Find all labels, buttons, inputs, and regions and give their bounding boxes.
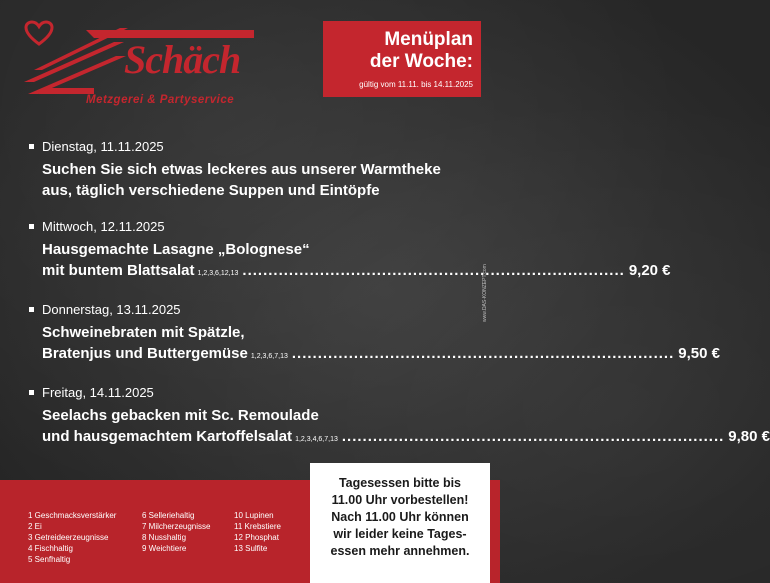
allergen-column-2: 6 Selleriehaltig 7 Milcherzeugnisse 8 Nusshaltig 9 Weichtiere	[142, 511, 211, 553]
brand-tagline: Metzgerei & Partyservice	[86, 94, 235, 106]
dish-price: 9,20 €	[628, 262, 671, 279]
menu-item-thursday	[28, 302, 720, 367]
dish-line-1: Suchen Sie sich etwas leckeres aus unserer Warmtheke	[42, 161, 441, 178]
dish-line-2: mit buntem Blattsalat 1,2,3,6,12,13 .......................................................................... 9,20 €	[42, 260, 478, 284]
dish-line-1: Schweinebraten mit Spätzle,	[42, 324, 245, 341]
allergen-codes: 1,2,3,4,6,7,13	[295, 436, 338, 443]
dish-line-2: aus, täglich verschiedene Suppen und Eintöpfe	[42, 182, 380, 199]
menu-item-friday	[28, 385, 770, 450]
brand-name: Schäch	[124, 37, 241, 82]
leader-dots: ..........................................................................	[291, 345, 675, 362]
menu-day: Mittwoch, 12.11.2025	[42, 219, 478, 234]
allergen-codes: 1,2,3,6,7,13	[250, 353, 288, 360]
menu-plan-header	[323, 21, 481, 97]
menu-item-wednesday	[28, 219, 671, 284]
menu-item-tuesday	[28, 139, 478, 201]
dish-line-2: Bratenjus und Buttergemüse 1,2,3,6,7,13 .......................................................................... 9,50 €	[42, 343, 478, 367]
dish-price: 9,80 €	[728, 428, 770, 445]
bullet-icon	[29, 390, 34, 395]
dish-line-2: und hausgemachtem Kartoffelsalat 1,2,3,4,6,7,13 .......................................................................... 9,80 €	[42, 426, 478, 450]
dish-line-1: Seelachs gebacken mit Sc. Remoulade	[42, 407, 319, 424]
allergen-column-1: 1 Geschmacksverstärker 2 Ei 3 Getreideerzeugnisse 4 Fischhaltig 5 Senfhaltig	[28, 511, 117, 564]
dish-price: 9,50 €	[678, 345, 720, 362]
bullet-icon	[29, 224, 34, 229]
dish-line-1: Hausgemachte Lasagne „Bolognese“	[42, 241, 310, 258]
menu-day: Donnerstag, 13.11.2025	[42, 302, 478, 317]
heart-icon	[24, 20, 54, 46]
allergen-column-3: 10 Lupinen 11 Krebstiere 12 Phosphat 13 Sulfite	[234, 511, 281, 553]
bullet-icon	[29, 144, 34, 149]
menu-day: Freitag, 14.11.2025	[42, 385, 478, 400]
brand-logo	[24, 20, 264, 112]
leader-dots: ..........................................................................	[242, 262, 625, 279]
designer-credit: www.DAS-KONZEPT.com	[482, 264, 488, 322]
allergen-codes: 1,2,3,6,12,13	[197, 270, 239, 277]
leader-dots: ..........................................................................	[341, 428, 725, 445]
menu-day: Dienstag, 11.11.2025	[42, 139, 478, 154]
preorder-notice: Tagesessen bitte bis 11.00 Uhr vorbestellen! Nach 11.00 Uhr können wir leider keine Tages- essen mehr annehmen.	[310, 463, 490, 583]
plan-title-line1: Menüplan	[384, 29, 473, 50]
plan-title-line2: der Woche:	[369, 51, 473, 72]
plan-validity: gültig vom 11.11. bis 14.11.2025	[359, 80, 473, 89]
bullet-icon	[29, 307, 34, 312]
